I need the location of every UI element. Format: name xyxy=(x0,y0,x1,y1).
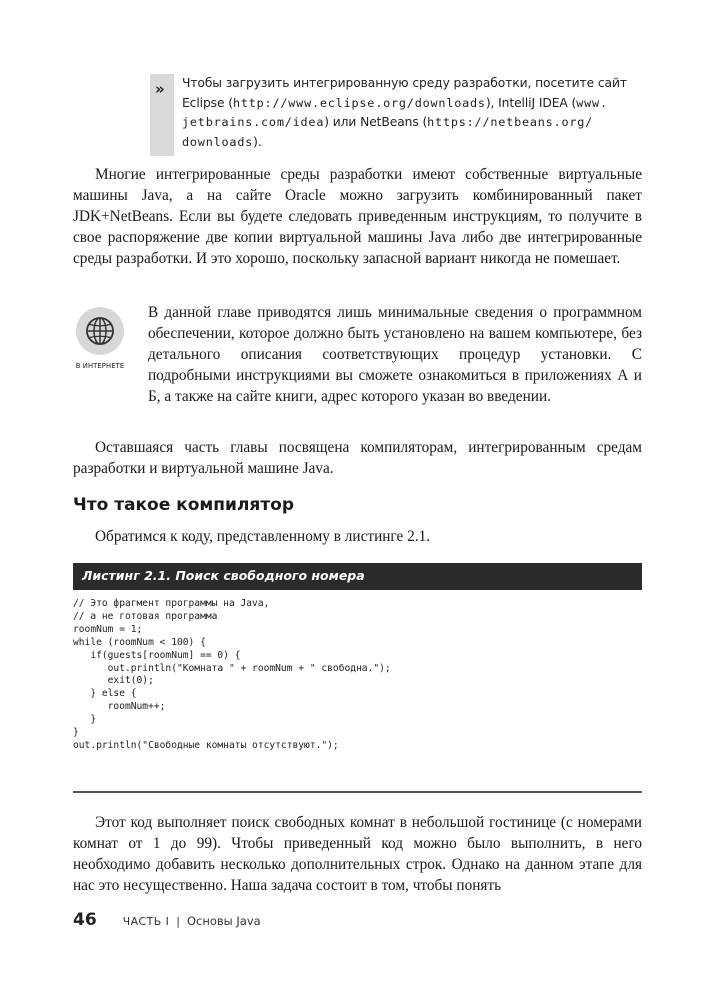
tip-box xyxy=(150,74,642,156)
section-heading: Что такое компилятор xyxy=(73,495,295,515)
tip-text-run: Чтобы загрузить интегрированную среду разработки, посетите сайт xyxy=(182,76,627,90)
listing-header xyxy=(73,563,642,590)
page-footer xyxy=(73,910,261,930)
tip-url: jetbrains.com/idea xyxy=(182,115,325,129)
tip-line xyxy=(182,74,642,94)
tip-line xyxy=(182,133,642,153)
globe-icon xyxy=(76,307,124,355)
paragraph-code-explanation: Этот код выполняет поиск свободных комнат в небольшой гостинице (с номерами комнат от 1 до 99). Чтобы приведенный код можно было выполнить, в него необходимо добавить несколько дополнительных строк. Однако на данном этапе для нас это несущественно. Наша задача состоит в том, чтобы понять xyxy=(73,814,642,894)
part-label: ЧАСТЬ I xyxy=(122,915,170,928)
tip-text-run: ), IntelliJ IDEA ( xyxy=(485,95,577,110)
tip-url: https://netbeans.org/ xyxy=(427,115,594,129)
footer-separator: | xyxy=(176,915,180,928)
book-title: Основы Java xyxy=(186,914,261,928)
tip-url: http://www.eclipse.org/downloads xyxy=(232,95,486,110)
tip-text-run: Eclipse ( xyxy=(182,95,233,110)
tip-text xyxy=(174,74,642,156)
tip-sidebar xyxy=(150,74,174,156)
listing-title: Листинг 2.1. Поиск свободного номера xyxy=(82,568,365,583)
paragraph-listing-intro: Обратимся к коду, представленному в листинге 2.1. xyxy=(95,528,431,545)
code-listing: // Это фрагмент программы на Java, // а не готовая программа roomNum = 1; while (roomNum < 100) { if(guests[roomNum] == 0) { out.println("Комната " + roomNum + " свободна."); exit(0); } else { roomNum++; } } out.println("Свободные комнаты отсутствуют."); xyxy=(73,598,391,751)
page-number: 46 xyxy=(73,910,97,930)
tip-url: downloads xyxy=(182,134,254,149)
paragraph-virtual-machines: Многие интегрированные среды разработки имеют собственные виртуальные машины Java, а на сайте Oracle можно загрузить комбинированный пакет JDK+NetBeans. Если вы будете следовать приведенным инструкциям, то получите в свое распоряжение две копии виртуальной машины Java либо две интегрированные среды разработки. И это хорошо, поскольку запасной вариант никогда не помешает. xyxy=(73,166,642,267)
internet-note: В данной главе приводятся лишь минимальные сведения о программном обеспечении, которое должно быть установлено на вашем компьютере, без детального описания соответствующих процедур установки. С подробными инструкциями вы сможете ознакомиться в приложениях А и Б, а также на сайте книги, адрес которого указан во введении. xyxy=(148,304,642,405)
tip-url: www. xyxy=(576,95,608,110)
double-arrow-icon: » xyxy=(155,80,165,98)
globe-caption: В ИНТЕРНЕТЕ xyxy=(75,362,125,370)
tip-line xyxy=(182,94,642,114)
tip-line xyxy=(182,113,642,133)
tip-text-run: ). xyxy=(253,134,262,149)
paragraph-remaining-chapter: Оставшаяся часть главы посвящена компиляторам, интегрированным средам разработки и виртуальной машине Java. xyxy=(73,439,642,477)
tip-text-run: ) или NetBeans ( xyxy=(324,115,428,129)
listing-divider xyxy=(73,791,642,793)
